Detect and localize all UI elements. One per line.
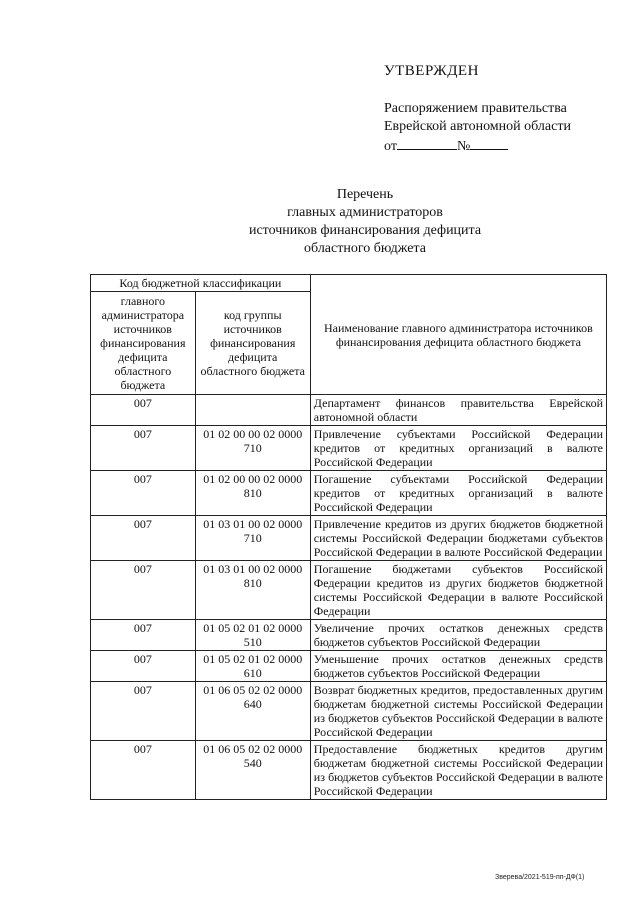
cell-code: 01 02 00 00 02 0000 710 <box>195 426 310 471</box>
date-blank <box>397 136 457 150</box>
table-row <box>91 741 607 800</box>
header-source-group-code: код группы источников финансирования дефицита областного бюджета <box>195 292 310 395</box>
cell-code: 01 06 05 02 02 0000 640 <box>195 682 310 741</box>
approval-line-1: Распоряжением правительства <box>384 101 567 116</box>
cell-admin: 007 <box>91 620 196 651</box>
cell-code: 01 03 01 00 02 0000 710 <box>195 516 310 561</box>
title-line-3: источников финансирования дефицита <box>248 223 482 238</box>
cell-name: Погашение субъектами Российской Федерации кредитов от кредитных организаций в валюте Российской Федерации <box>310 471 606 516</box>
header-main-administrator: главного администратора источников финансирования дефицита областного бюджета <box>91 292 196 395</box>
table-row <box>91 471 607 516</box>
title-line-1: Перечень <box>336 187 394 202</box>
cell-name: Возврат бюджетных кредитов, предоставленных другим бюджетам бюджетной системы Российской Федерации из бюджетов субъектов Российской Федерации в валюте Российской Федерации <box>310 682 606 741</box>
table-row <box>91 516 607 561</box>
cell-admin: 007 <box>91 741 196 800</box>
cell-name: Привлечение субъектами Российской Федерации кредитов от кредитных организаций в валюте Российской Федерации <box>310 426 606 471</box>
header-administrator-name: Наименование главного администратора источников финансирования дефицита областного бюджета <box>310 275 606 395</box>
cell-admin: 007 <box>91 395 196 426</box>
title-line-2: главных администраторов <box>287 205 443 220</box>
table-row <box>91 682 607 741</box>
approval-date-line <box>384 136 571 156</box>
cell-name: Уменьшение прочих остатков денежных средств бюджетов субъектов Российской Федерации <box>310 651 606 682</box>
table-body <box>91 395 607 800</box>
cell-code: 01 06 05 02 02 0000 540 <box>195 741 310 800</box>
number-blank <box>470 136 508 150</box>
table-row <box>91 395 607 426</box>
cell-admin: 007 <box>91 471 196 516</box>
cell-name: Погашение бюджетами субъектов Российской Федерации кредитов из других бюджетов бюджетной системы Российской Федерации в валюте Российской Федерации <box>310 561 606 620</box>
header-budget-classification: Код бюджетной классификации <box>91 275 311 292</box>
cell-admin: 007 <box>91 651 196 682</box>
table-row <box>91 561 607 620</box>
title-line-4: областного бюджета <box>304 241 426 256</box>
cell-code: 01 02 00 00 02 0000 810 <box>195 471 310 516</box>
administrators-table <box>90 274 607 800</box>
cell-admin: 007 <box>91 682 196 741</box>
cell-name: Предоставление бюджетных кредитов другим бюджетам бюджетной системы Российской Федерации из бюджетов субъектов Российской Федерации в валюте Российской Федерации <box>310 741 606 800</box>
table-row <box>91 426 607 471</box>
approval-line-2: Еврейской автономной области <box>384 119 571 134</box>
cell-admin: 007 <box>91 426 196 471</box>
cell-name: Увеличение прочих остатков денежных средств бюджетов субъектов Российской Федерации <box>310 620 606 651</box>
footer-reference: Зверева/2021-519-пп-ДФ(1) <box>495 874 585 881</box>
table-row <box>91 651 607 682</box>
cell-code: 01 03 01 00 02 0000 810 <box>195 561 310 620</box>
cell-code: 01 05 02 01 02 0000 510 <box>195 620 310 651</box>
cell-admin: 007 <box>91 561 196 620</box>
document-title <box>200 186 530 258</box>
approved-heading: УТВЕРЖДЕН <box>384 63 479 79</box>
approval-block <box>384 62 571 156</box>
cell-name: Привлечение кредитов из других бюджетов бюджетной системы Российской Федерации бюджетами субъектов Российской Федерации в валюте Российской Федерации <box>310 516 606 561</box>
cell-code <box>195 395 310 426</box>
number-sign: № <box>456 139 471 154</box>
cell-admin: 007 <box>91 516 196 561</box>
cell-name: Департамент финансов правительства Еврейской автономной области <box>310 395 606 426</box>
cell-code: 01 05 02 01 02 0000 610 <box>195 651 310 682</box>
date-prefix: от <box>384 139 397 154</box>
table-row <box>91 620 607 651</box>
